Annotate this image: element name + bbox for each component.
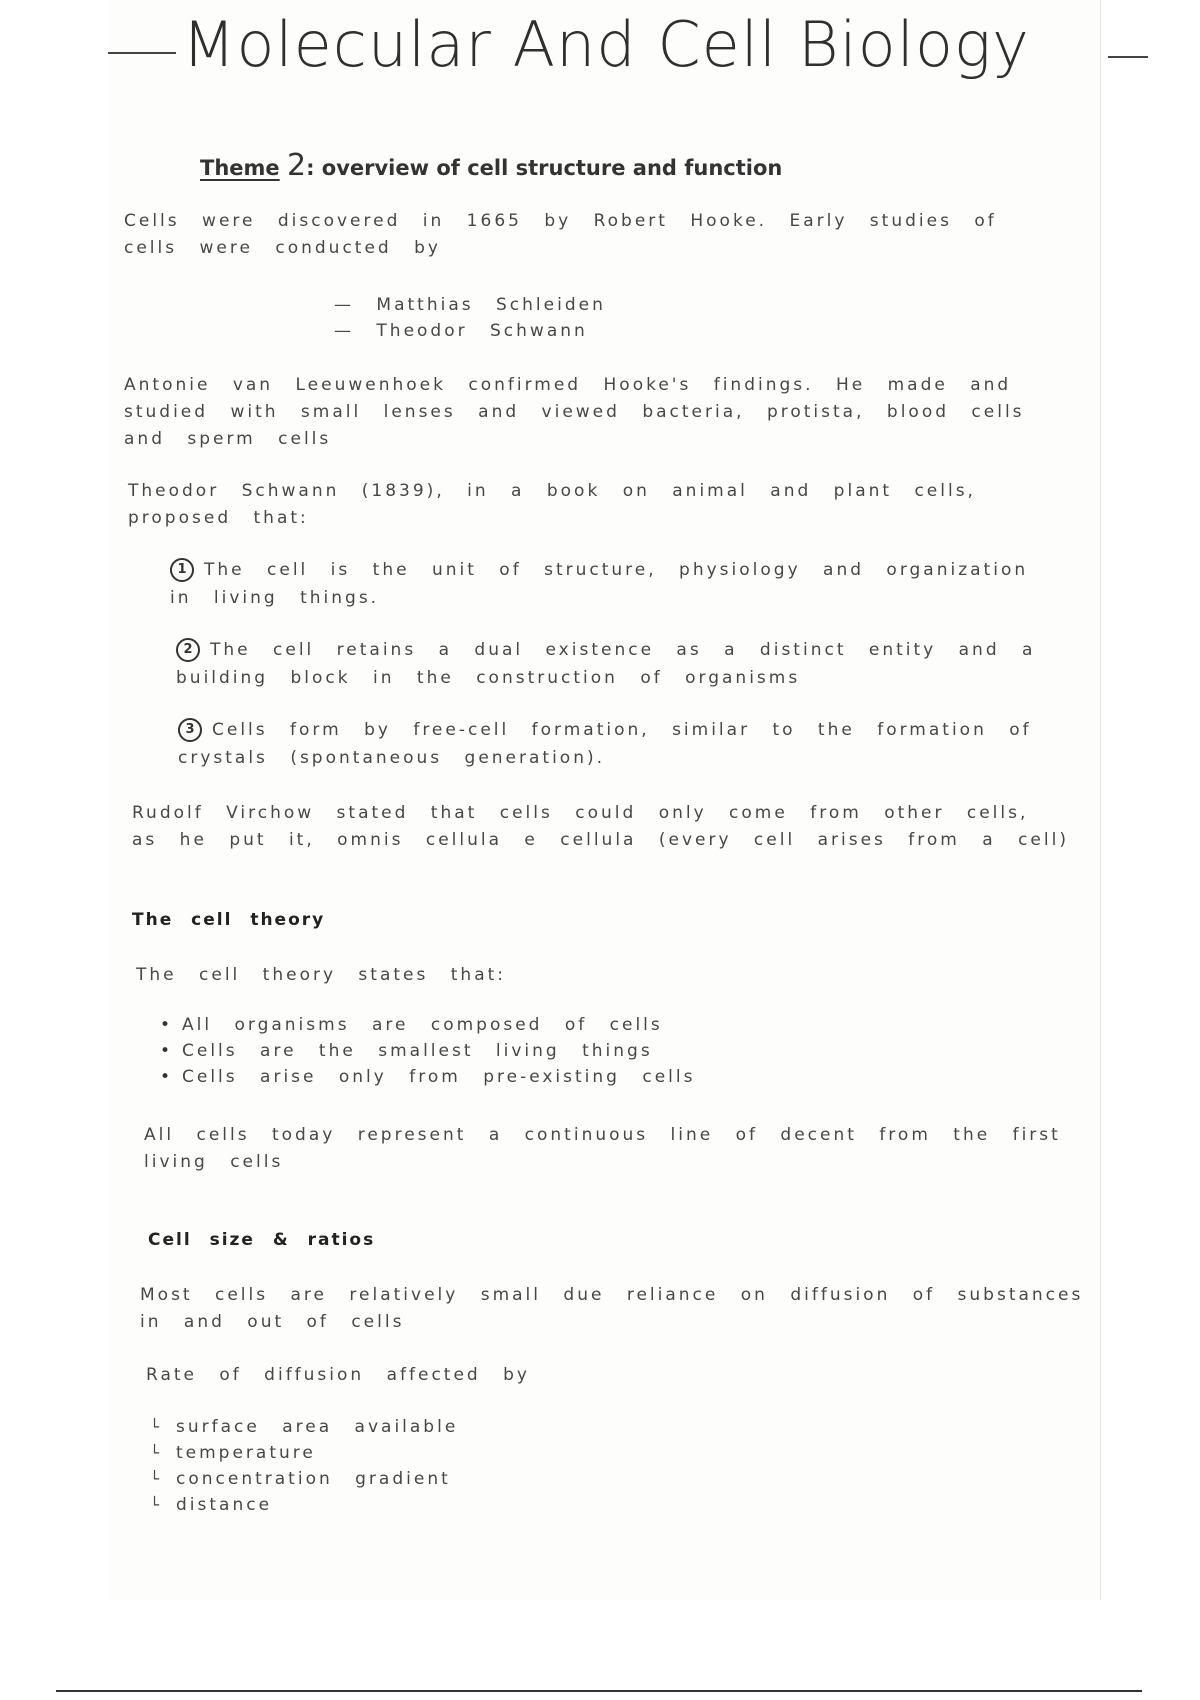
title-rule-far-right	[1108, 56, 1148, 58]
theme-label: Theme	[200, 156, 280, 180]
page-title: Molecular And Cell Biology	[176, 8, 1036, 81]
point-text: The cell retains a dual existence as a distinct entity and a building block in the construction of organisms	[176, 640, 1036, 688]
schwann-point-3	[178, 716, 1068, 772]
theme-number: 2	[286, 148, 307, 183]
cell-theory-list	[160, 1012, 960, 1090]
number-badge: 2	[176, 638, 200, 662]
list-item: • Cells arise only from pre-existing cells	[160, 1064, 960, 1090]
number-badge: 3	[178, 718, 202, 742]
point-text: Cells form by free-cell formation, similar to the formation of crystals (spontaneous generation).	[178, 720, 1032, 768]
cell-theory-intro: The cell theory states that:	[136, 965, 507, 985]
cell-size-heading: Cell size & ratios	[148, 1230, 376, 1250]
list-item: └ concentration gradient	[150, 1466, 750, 1492]
cell-size-paragraph: Most cells are relatively small due reliance on diffusion of substances in and out of cells	[140, 1285, 1084, 1332]
diffusion-factors-list	[150, 1414, 750, 1518]
cell-theory-heading: The cell theory	[132, 910, 326, 930]
schwann-point-2	[176, 636, 1066, 692]
theme-title: : overview of cell structure and function	[306, 156, 783, 180]
theme-heading	[200, 148, 782, 183]
descent-paragraph: All cells today represent a continuous line of decent from the first living cells	[144, 1125, 1061, 1172]
discovery-paragraph: Cells were discovered in 1665 by Robert Hooke. Early studies of cells were conducted by	[124, 211, 997, 258]
diffusion-intro: Rate of diffusion affected by	[146, 1365, 530, 1385]
schwann-intro-paragraph: Theodor Schwann (1839), in a book on animal and plant cells, proposed that:	[128, 481, 976, 528]
schwann-point-1	[170, 556, 1070, 612]
list-item: — Matthias Schleiden	[334, 295, 606, 315]
list-item: └ distance	[150, 1492, 750, 1518]
virchow-paragraph: Rudolf Virchow stated that cells could only come from other cells, as he put it, omnis cellula e cellula (every cell arises from a cell)	[132, 803, 1069, 850]
list-item: • Cells are the smallest living things	[160, 1038, 960, 1064]
leeuwenhoek-paragraph: Antonie van Leeuwenhoek confirmed Hooke's findings. He made and studied with small lenses and viewed bacteria, protista, blood cells and sperm cells	[124, 375, 1025, 449]
list-item: └ temperature	[150, 1440, 750, 1466]
list-item: └ surface area available	[150, 1414, 750, 1440]
list-item: • All organisms are composed of cells	[160, 1012, 960, 1038]
point-text: The cell is the unit of structure, physiology and organization in living things.	[170, 560, 1029, 608]
list-item: — Theodor Schwann	[334, 321, 588, 341]
number-badge: 1	[170, 558, 194, 582]
early-scientists-list	[334, 292, 734, 344]
bottom-rule	[56, 1690, 1142, 1692]
